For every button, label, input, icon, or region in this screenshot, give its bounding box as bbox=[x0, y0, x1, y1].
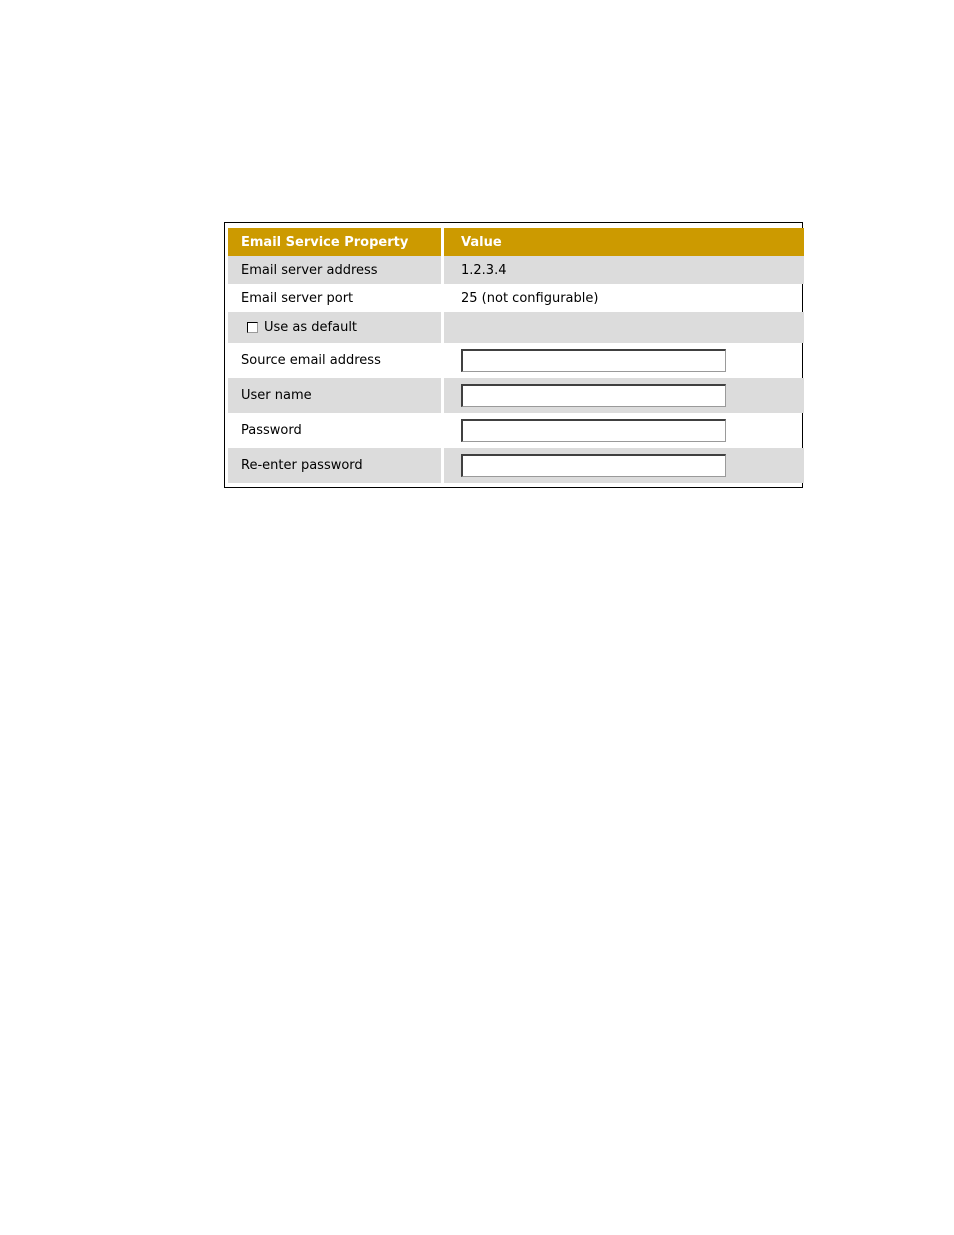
email-service-table bbox=[228, 228, 804, 483]
table-row bbox=[228, 448, 804, 483]
use-default-cell bbox=[228, 312, 441, 343]
user-name-label: User name bbox=[228, 378, 441, 413]
user-name-input[interactable] bbox=[461, 384, 726, 407]
reenter-password-cell bbox=[444, 448, 804, 483]
use-default-label: Use as default bbox=[264, 320, 358, 335]
email-service-panel bbox=[224, 222, 803, 488]
password-input[interactable] bbox=[461, 419, 726, 442]
header-property: Email Service Property bbox=[228, 228, 441, 256]
table-row bbox=[228, 256, 804, 284]
use-default-checkbox[interactable] bbox=[247, 322, 258, 333]
use-default-value bbox=[444, 312, 804, 343]
table-header bbox=[228, 228, 804, 256]
source-email-label: Source email address bbox=[241, 353, 381, 368]
server-port-label: Email server port bbox=[241, 290, 354, 306]
password-label: Password bbox=[241, 423, 302, 438]
table-row bbox=[228, 378, 804, 413]
table-row bbox=[228, 413, 804, 448]
header-value: Value bbox=[444, 228, 804, 256]
user-name-cell bbox=[444, 378, 804, 413]
reenter-password-label: Re-enter password bbox=[228, 448, 441, 483]
source-email-cell bbox=[444, 343, 804, 378]
table-row bbox=[228, 312, 804, 343]
server-port-value: 25 (not configurable) bbox=[461, 290, 599, 306]
source-email-input[interactable] bbox=[461, 349, 726, 372]
reenter-password-input[interactable] bbox=[461, 454, 726, 477]
server-address-value: 1.2.3.4 bbox=[444, 256, 804, 284]
table-row bbox=[228, 343, 804, 378]
password-cell bbox=[444, 413, 804, 448]
table-row bbox=[228, 284, 804, 312]
server-address-label: Email server address bbox=[228, 256, 441, 284]
